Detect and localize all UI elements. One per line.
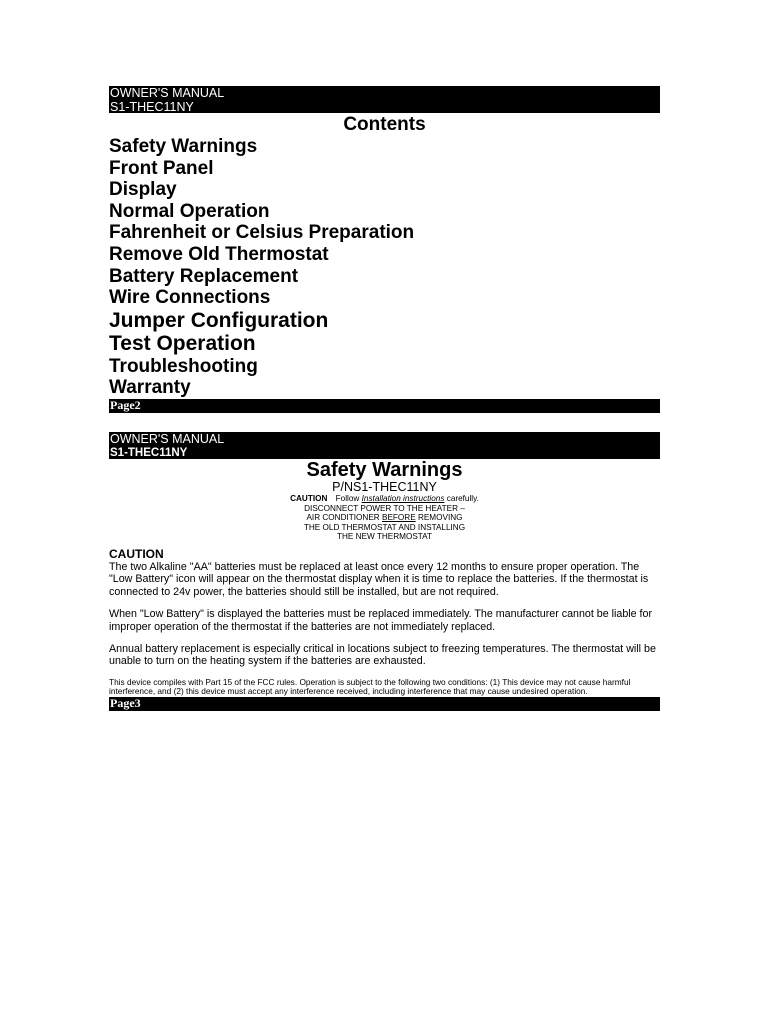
fcc-notice: This device compiles with Part 15 of the FCC rules. Operation is subject to the following two conditions: (1) This device may not cause harmful interference, and (2) this device must accept any interference received, including interference that may cause undesired operation. <box>109 676 631 697</box>
toc-item-jumper-configuration[interactable]: Jumper Configuration <box>109 308 329 332</box>
manual-title: OWNER'S MANUAL <box>110 86 225 100</box>
table-of-contents <box>109 136 660 399</box>
section-title: Safety Warnings <box>306 459 463 481</box>
page-2-header <box>109 86 660 113</box>
part-number: P/NS1-THEC11NY <box>332 480 437 494</box>
battery-paragraph: The two Alkaline "AA" batteries must be replaced at least once every 12 months to ensure proper operation. The "Low Battery" icon will appear on the thermostat display when it is time to replace the batteries. If the thermostat is connected to 24v power, the batteries should still be installed, but are not required. <box>109 560 649 598</box>
toc-item-remove-old-thermostat[interactable]: Remove Old Thermostat <box>109 243 329 265</box>
toc-item-wire-connections[interactable]: Wire Connections <box>109 287 271 309</box>
toc-item-normal-operation[interactable]: Normal Operation <box>109 200 270 222</box>
toc-item-test-operation[interactable]: Test Operation <box>109 332 256 356</box>
toc-item-safety-warnings[interactable]: Safety Warnings <box>109 136 258 157</box>
manual-title: OWNER'S MANUAL <box>110 432 225 446</box>
contents-title: Contents <box>343 114 426 135</box>
toc-item-display[interactable]: Display <box>109 179 177 201</box>
toc-item-fahrenheit-celsius[interactable]: Fahrenheit or Celsius Preparation <box>109 222 415 244</box>
toc-item-front-panel[interactable]: Front Panel <box>109 157 214 179</box>
page-3-header <box>109 432 660 459</box>
low-battery-paragraph: When "Low Battery" is displayed the batteries must be replaced immediately. The manufacturer cannot be liable for improper operation of the thermostat if the batteries are not immediately replaced. <box>109 608 653 633</box>
freezing-paragraph: Annual battery replacement is especially critical in locations subject to freezing temperatures. The thermostat will be unable to turn on the heating system if the batteries are exhausted. <box>109 643 656 668</box>
toc-item-battery-replacement[interactable]: Battery Replacement <box>109 265 299 287</box>
caution-heading: CAUTION <box>109 546 164 561</box>
page-2-footer: Page2 <box>109 399 660 413</box>
page-3-footer: Page3 <box>109 697 660 711</box>
toc-item-warranty[interactable]: Warranty <box>109 377 191 399</box>
page-3 <box>109 432 660 711</box>
caution-label: CAUTION <box>290 494 328 503</box>
page-2 <box>109 86 660 413</box>
toc-item-troubleshooting[interactable]: Troubleshooting <box>109 355 258 377</box>
model-number: S1-THEC11NY <box>110 99 194 114</box>
installation-instructions-link: Installation instructions <box>361 494 445 503</box>
caution-notice: CAUTION Follow Installation instructions carefully. DISCONNECT POWER TO THE HEATER – AIR CONDITIONER BEFORE REMOVING THE OLD THERMOSTAT AND INSTALLING THE NEW THERMOSTAT <box>290 494 479 542</box>
model-number: S1-THEC11NY <box>110 446 188 459</box>
